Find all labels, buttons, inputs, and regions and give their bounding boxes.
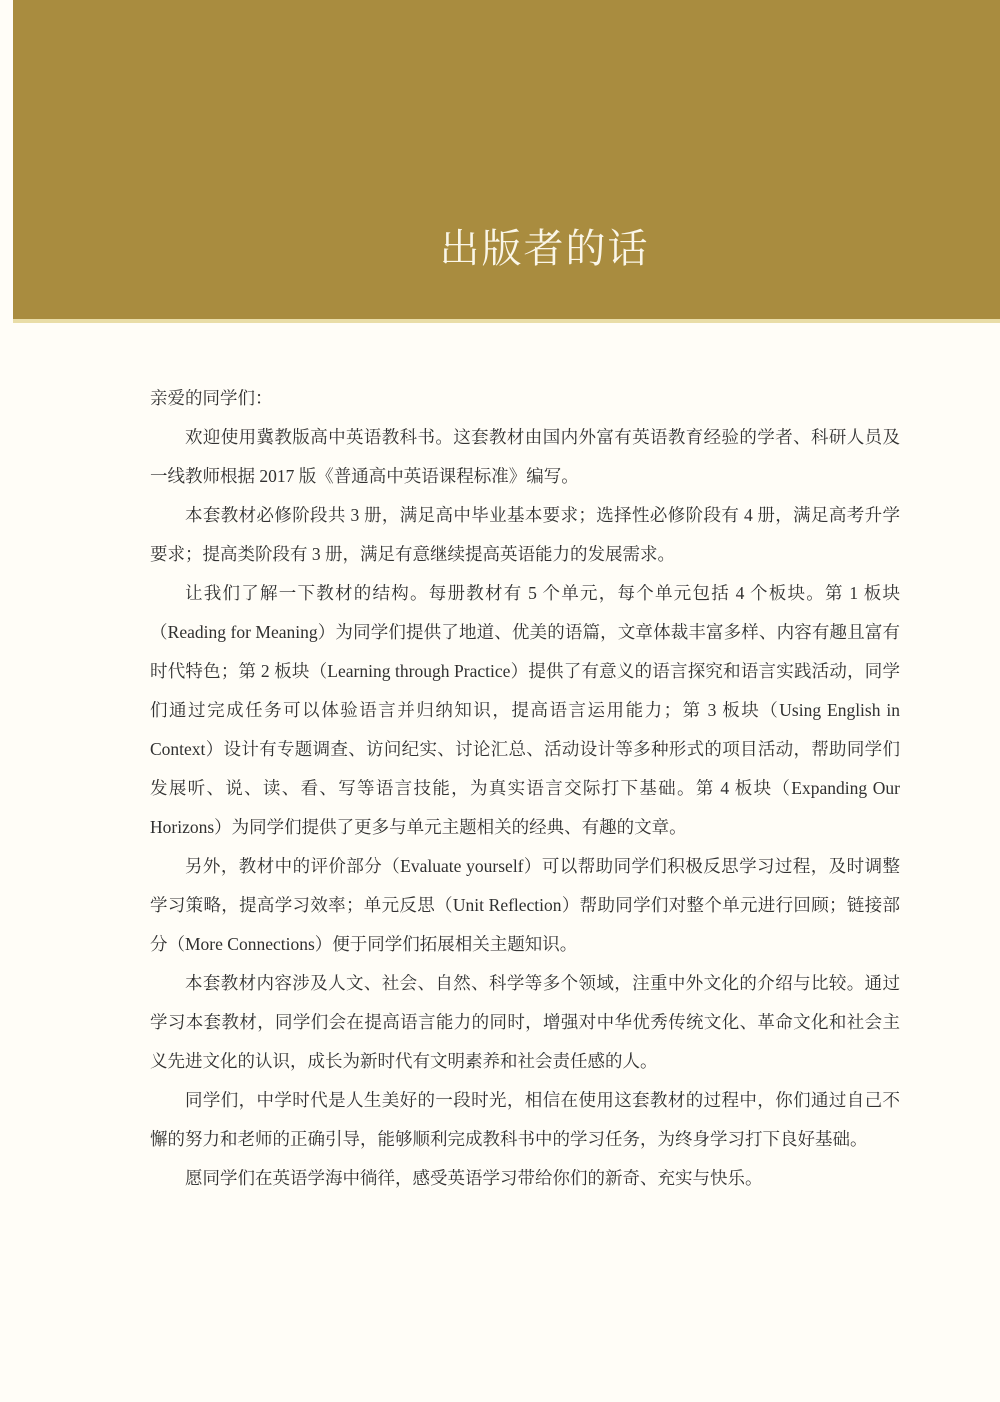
paragraph-volumes: 本套教材必修阶段共 3 册，满足高中毕业基本要求；选择性必修阶段有 4 册，满足高考升学要求；提高类阶段有 3 册，满足有意继续提高英语能力的发展需求。 bbox=[150, 505, 900, 564]
paragraph-welcome: 欢迎使用冀教版高中英语教科书。这套教材由国内外富有英语教育经验的学者、科研人员及一线教师根据 2017 版《普通高中英语课程标准》编写。 bbox=[150, 427, 900, 486]
paragraph-encouragement: 同学们，中学时代是人生美好的一段时光，相信在使用这套教材的过程中，你们通过自己不懈的努力和老师的正确引导，能够顺利完成教科书中的学习任务，为终身学习打下良好基础。 bbox=[150, 1090, 900, 1149]
paragraph-culture: 本套教材内容涉及人文、社会、自然、科学等多个领域，注重中外文化的介绍与比较。通过学习本套教材，同学们会在提高语言能力的同时，增强对中华优秀传统文化、革命文化和社会主义先进文化的认识，成长为新时代有文明素养和社会责任感的人。 bbox=[150, 973, 900, 1071]
preface-text bbox=[150, 379, 900, 1198]
page-title: 出版者的话 bbox=[439, 226, 650, 272]
paragraph-wish: 愿同学们在英语学海中徜徉，感受英语学习带给你们的新奇、充实与快乐。 bbox=[185, 1168, 763, 1188]
paragraph-structure: 让我们了解一下教材的结构。每册教材有 5 个单元，每个单元包括 4 个板块。第 1 板块（Reading for Meaning）为同学们提供了地道、优美的语篇，文章体裁丰富多样、内容有趣且富有时代特色；第 2 板块（Learning through Practice）提供了有意义的语言探究和语言实践活动，同学们通过完成任务可以体验语言并归纳知识，提高语言运用能力；第 3 板块（Using English in Context）设计有专题调查、访问纪实、讨论汇总、活动设计等多种形式的项目活动，帮助同学们发展听、说、读、看、写等语言技能，为真实语言交际打下基础。第 4 板块（Expanding Our Horizons）为同学们提供了更多与单元主题相关的经典、有趣的文章。 bbox=[150, 583, 900, 837]
salutation-line: 亲爱的同学们： bbox=[150, 388, 273, 408]
title-band bbox=[13, 0, 1000, 323]
paragraph-evaluation: 另外，教材中的评价部分（Evaluate yourself）可以帮助同学们积极反思学习过程，及时调整学习策略，提高学习效率；单元反思（Unit Reflection）帮助同学们对整个单元进行回顾；链接部分（More Connections）便于同学们拓展相关主题知识。 bbox=[150, 856, 900, 954]
